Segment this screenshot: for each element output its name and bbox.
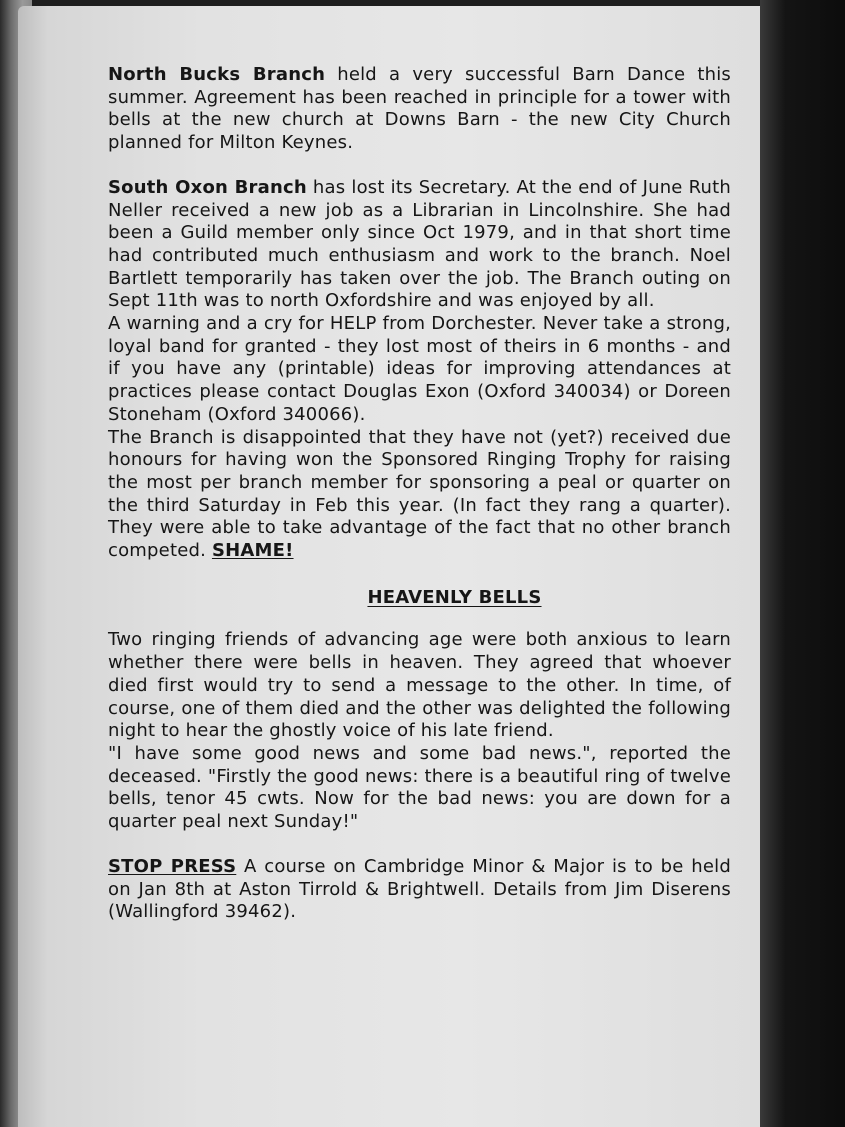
shame-text: SHAME! — [211, 540, 294, 562]
south-oxon-paragraph — [108, 177, 731, 313]
heavenly-bells-heading — [108, 587, 731, 610]
page-text — [108, 64, 731, 924]
north-bucks-text: held a very successful Barn Dance this summer. Agreement has been reached in principle for a tower with bells at the new church at Downs Barn - the new City Church planned for Milton Keynes. — [108, 64, 731, 154]
newsletter-page — [18, 6, 760, 1127]
stop-press-paragraph — [108, 856, 731, 924]
south-oxon-text: has lost its Secretary. At the end of June Ruth Neller received a new job as a Librarian in Lincolnshire. She had been a Guild member only since Oct 1979, and in that short time had contributed much enthusiasm and work to the branch. Noel Bartlett temporarily has taken over the job. The Branch outing on Sept 11th was to north Oxfordshire and was enjoyed by all. — [108, 176, 731, 312]
dorchester-paragraph: A warning and a cry for HELP from Dorchester. Never take a strong, loyal band for granted - they lost most of theirs in 6 months - and if you have any (printable) ideas for improving attendances at practices please contact Douglas Exon (Oxford 340034) or Doreen Stoneham (Oxford 340066). — [108, 313, 731, 425]
page-shadow — [760, 0, 845, 1127]
heavenly-bells-paragraph-1: Two ringing friends of advancing age were both anxious to learn whether there were bells in heaven. They agreed that whoever died first would try to send a message to the other. In time, of course, one of them died and the other was delighted the following night to hear the ghostly voice of his late friend. — [108, 629, 731, 742]
north-bucks-paragraph — [108, 64, 731, 155]
north-bucks-lead: North Bucks Branch — [108, 64, 326, 85]
stop-press-text: A course on Cambridge Minor & Major is to be held on Jan 8th at Aston Tirrold & Brightwell. Details from Jim Diserens (Wallingford 39462). — [108, 855, 731, 923]
stop-press-label: STOP PRESS — [108, 855, 237, 877]
heading-text: HEAVENLY BELLS — [367, 586, 542, 608]
trophy-text: The Branch is disappointed that they have not (yet?) received due honours for having won the Sponsored Ringing Trophy for raising the most per branch member for sponsoring a peal or quarter on the third Saturday in Feb this year. (In fact they rang a quarter). They were able to take advantage of the fact that no other branch competed. — [108, 426, 731, 562]
south-oxon-lead: South Oxon Branch — [108, 176, 307, 198]
heavenly-bells-paragraph-2: "I have some good news and some bad news.", reported the deceased. "Firstly the good news: there is a beautiful ring of twelve bells, tenor 45 cwts. Now for the bad news: you are down for a quarter peal next Sunday!" — [108, 742, 731, 833]
trophy-paragraph — [108, 427, 731, 563]
